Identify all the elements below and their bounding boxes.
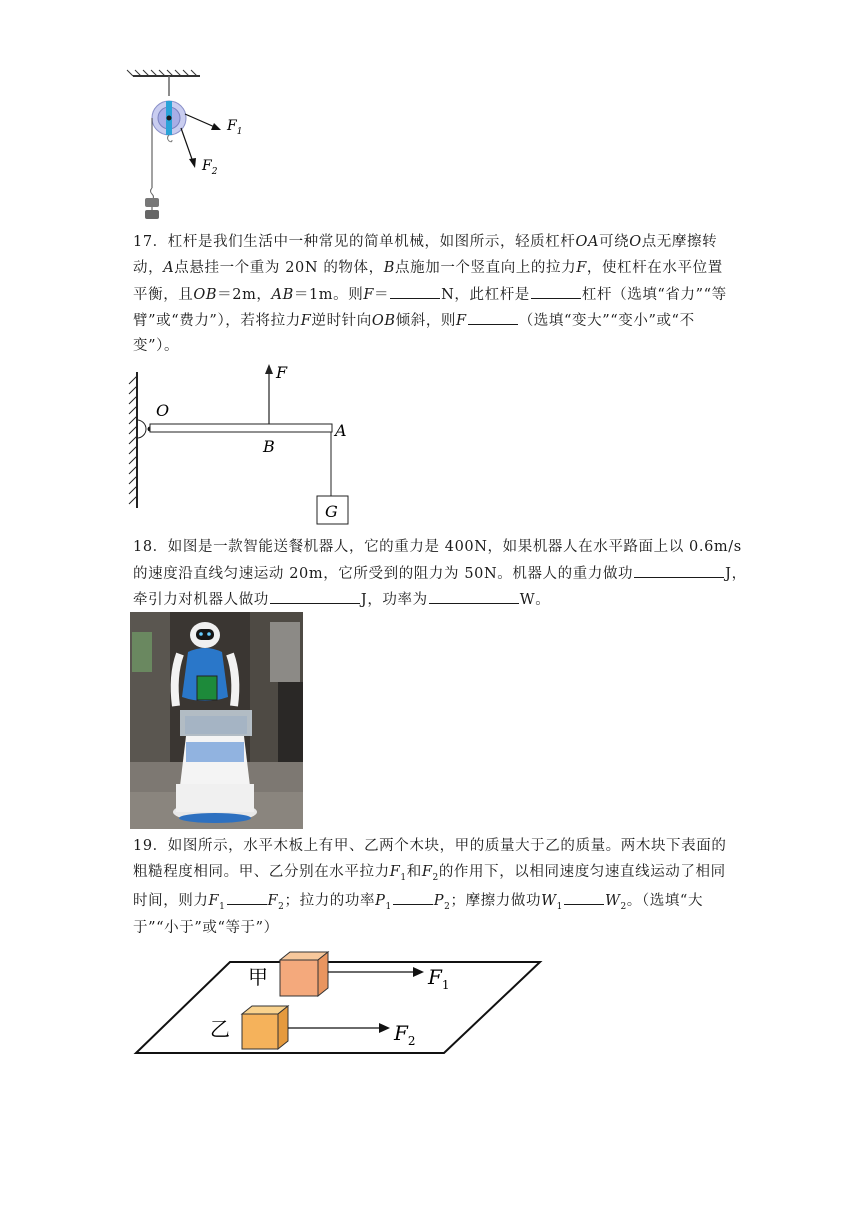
q19-blank-power[interactable] bbox=[393, 890, 433, 905]
q18-line-3: 牵引力对机器人做功 J，功率为 W。 bbox=[133, 589, 550, 610]
label-f2: $F_2$ bbox=[394, 1021, 416, 1048]
lever-label-a: A bbox=[335, 421, 347, 440]
q18-blank-power[interactable] bbox=[429, 589, 519, 604]
robot-photo bbox=[130, 612, 303, 829]
q19-blank-work[interactable] bbox=[564, 890, 604, 905]
label-jia: 甲 bbox=[248, 965, 268, 989]
q18-line-2: 的速度沿直线匀速运动 20m，它所受到的阻力为 50N。机器人的重力做功 J， bbox=[133, 563, 747, 584]
blocks-figure bbox=[132, 948, 547, 1060]
q17-line-5: 变”）。 bbox=[133, 338, 180, 354]
pulley-label-f2: $F_2$ bbox=[202, 158, 218, 177]
q18-blank-traction-work[interactable] bbox=[270, 589, 360, 604]
q17-line-1: 17．杠杆是我们生活中一种常见的简单机械，如图所示，轻质杠杆OA可绕O点无摩擦转 bbox=[133, 234, 718, 250]
q17-blank-lever-type[interactable] bbox=[531, 284, 581, 299]
lever-figure bbox=[125, 362, 365, 528]
q19-line-1: 19．如图所示，水平木板上有甲、乙两个木块，甲的质量大于乙的质量。两木块下表面的 bbox=[133, 838, 727, 854]
q17-blank-change[interactable] bbox=[468, 310, 518, 325]
q19-blank-force[interactable] bbox=[227, 890, 267, 905]
pulley-label-f1: $F_1$ bbox=[227, 118, 243, 137]
q17-blank-force[interactable] bbox=[390, 284, 440, 299]
label-yi: 乙 bbox=[210, 1017, 230, 1041]
q18-blank-gravity-work[interactable] bbox=[634, 563, 724, 578]
q17-line-3: 平衡，且OB＝2m，AB＝1m。则F＝ N，此杠杆是 杠杆（选填“省力”“等 bbox=[133, 284, 727, 305]
lever-label-o: O bbox=[156, 401, 170, 420]
q19-line-2: 粗糙程度相同。甲、乙分别在水平拉力$F_1$和$F_2$的作用下，以相同速度匀速直线运动了相同 bbox=[133, 864, 726, 883]
q17-line-2: 动，A点悬挂一个重为 20N 的物体，B点施加一个竖直向上的拉力F，使杠杆在水平位置 bbox=[133, 260, 723, 276]
lever-label-b: B bbox=[263, 437, 275, 456]
lever-label-g: G bbox=[325, 502, 338, 521]
q19-line-3: 时间，则力$F_1$ $F_2$；拉力的功率$P_1$ $P_2$；摩擦力做功$W_1$ $W_2$。（选填“大 bbox=[133, 890, 703, 917]
q18-line-1: 18．如图是一款智能送餐机器人，它的重力是 400N，如果机器人在水平路面上以 0.6m/s bbox=[133, 539, 742, 555]
q17-line-4: 臂”或“费力”），若将拉力F逆时针向OB倾斜，则F （选填“变大”“变小”或“不 bbox=[133, 310, 695, 331]
label-f1: $F_1$ bbox=[428, 965, 450, 992]
q19-line-4: 于”“小于”或“等于”） bbox=[133, 920, 279, 936]
pulley-figure bbox=[125, 68, 243, 228]
lever-label-f: F bbox=[276, 363, 288, 382]
